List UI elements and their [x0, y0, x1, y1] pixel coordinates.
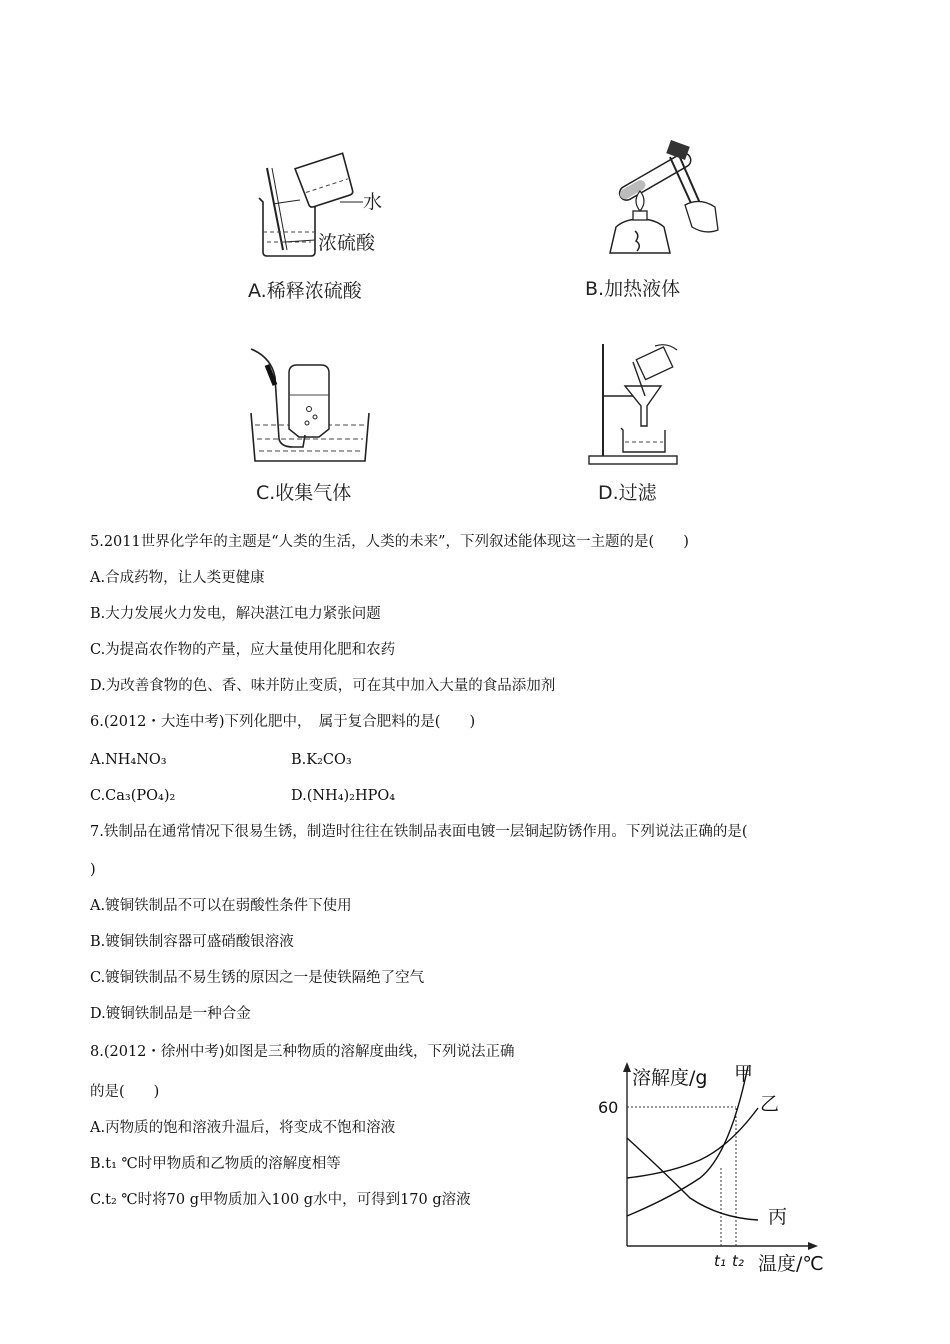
- q8-option-a: A.丙物质的饱和溶液升温后，将变成不饱和溶液: [90, 1120, 396, 1136]
- q6-option-a: A.NH₄NO₃: [90, 752, 167, 768]
- q6-option-d: D.(NH₄)₂HPO₄: [291, 788, 396, 804]
- solubility-chart: [590, 1058, 840, 1280]
- series-label-yi: 乙: [760, 1093, 780, 1115]
- q7-stem-cont: ): [90, 862, 96, 878]
- q6-stem: 6.(2012・大连中考)下列化肥中， 属于复合肥料的是( ): [90, 714, 476, 730]
- caption-d: D.过滤: [598, 482, 657, 504]
- curve-yi: [627, 1108, 758, 1178]
- q7-stem: 7.铁制品在通常情况下很易生锈，制造时往往在铁制品表面电镀一层铜起防锈作用。下列说法正确的是(: [90, 824, 748, 840]
- solubility-chart-svg: [590, 1058, 840, 1280]
- collect-gas-illustration: [245, 343, 375, 465]
- y-tick-60: 60: [598, 1098, 619, 1117]
- q5-option-d: D.为改善食物的色、香、味并防止变质，可在其中加入大量的食品添加剂: [90, 678, 556, 694]
- q5-option-b: B.大力发展火力发电，解决湛江电力紧张问题: [90, 606, 381, 622]
- y-axis-arrow: [623, 1062, 631, 1072]
- caption-c: C.收集气体: [256, 482, 352, 504]
- caption-b: B.加热液体: [585, 278, 681, 300]
- heat-liquid-illustration: [600, 135, 740, 260]
- y-axis-label: 溶解度/g: [632, 1067, 708, 1089]
- x-tick-t1: t₁: [714, 1252, 726, 1270]
- q6-option-b: B.K₂CO₃: [291, 752, 352, 768]
- q7-option-d: D.镀铜铁制品是一种合金: [90, 1006, 251, 1022]
- q5-option-c: C.为提高农作物的产量，应大量使用化肥和农药: [90, 642, 396, 658]
- q7-option-b: B.镀铜铁制容器可盛硝酸银溶液: [90, 934, 294, 950]
- x-tick-t2: t₂: [732, 1252, 744, 1270]
- figure-collect-gas: [245, 343, 375, 465]
- q8-option-b: B.t₁ ℃时甲物质和乙物质的溶解度相等: [90, 1156, 341, 1172]
- q7-option-c: C.镀铜铁制品不易生锈的原因之一是使铁隔绝了空气: [90, 970, 425, 986]
- q6-option-c: C.Ca₃(PO₄)₂: [90, 788, 176, 804]
- series-label-bing: 丙: [768, 1206, 788, 1228]
- caption-a: A.稀释浓硫酸: [248, 280, 362, 302]
- q5-stem: 5.2011世界化学年的主题是“人类的生活，人类的未来”，下列叙述能体现这一主题的是( ): [90, 534, 689, 550]
- figure-filtration: [585, 340, 685, 466]
- q5-option-a: A.合成药物，让人类更健康: [90, 570, 265, 586]
- x-axis-label: 温度/℃: [758, 1253, 824, 1275]
- q8-option-c: C.t₂ ℃时将70 g甲物质加入100 g水中，可得到170 g溶液: [90, 1192, 471, 1208]
- label-water: 水: [363, 191, 383, 213]
- q7-option-a: A.镀铜铁制品不可以在弱酸性条件下使用: [90, 898, 352, 914]
- q8-stem: 8.(2012・徐州中考)如图是三种物质的溶解度曲线，下列说法正确: [90, 1044, 515, 1060]
- label-conc-acid: 浓硫酸: [318, 232, 376, 254]
- q8-stem-cont: 的是( ): [90, 1084, 160, 1100]
- series-label-jia: 甲: [734, 1063, 754, 1085]
- figure-heat-liquid: [600, 135, 740, 260]
- x-axis-arrow: [808, 1242, 818, 1250]
- filtration-illustration: [585, 340, 685, 466]
